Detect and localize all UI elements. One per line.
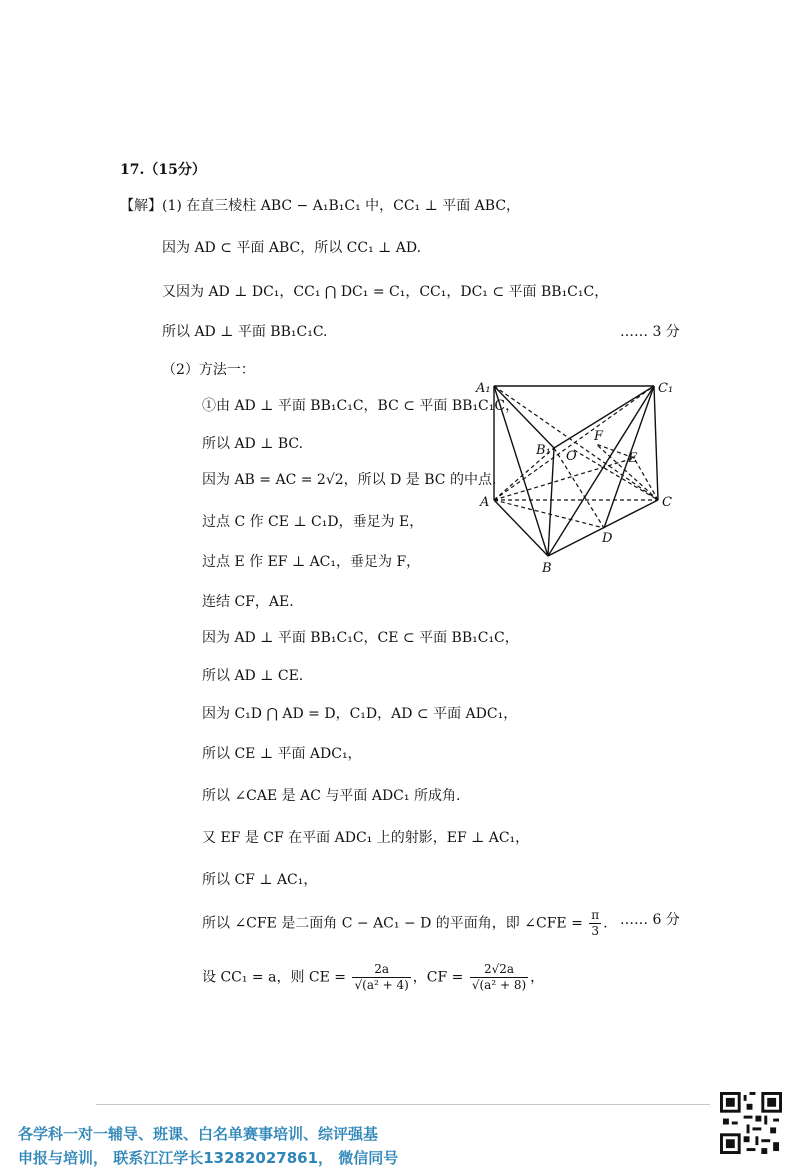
ce-denominator: √(a² + 4) — [354, 978, 409, 992]
qr-code[interactable] — [720, 1092, 782, 1154]
edge-A-B — [494, 500, 548, 556]
angle-tail: . — [603, 915, 608, 932]
method-line-14 — [202, 908, 608, 939]
method-line-6: 连结 CF，AE. — [202, 594, 294, 610]
method-line-9: 因为 C₁D ⋂ AD = D，C₁D，AD ⊂ 平面 ADC₁， — [202, 706, 518, 722]
method-line-1: ①由 AD ⊥ 平面 BB₁C₁C，BC ⊂ 平面 BB₁C₁C， — [202, 398, 520, 414]
method-heading: （2）方法一： — [162, 362, 255, 378]
solution-line-1: 【解】(1) 在直三棱柱 ABC − A₁B₁C₁ 中，CC₁ ⊥ 平面 ABC， — [120, 198, 521, 214]
label-E: E — [628, 451, 638, 466]
label-C1: C₁ — [658, 381, 674, 396]
edge-A1-B1 — [494, 386, 554, 448]
label-C: C — [662, 495, 672, 510]
footer-ad-line-2: 申报与培训， 联系江江学长13282027861， 微信同号 — [18, 1149, 399, 1167]
method-line-10: 所以 CE ⊥ 平面 ADC₁， — [202, 746, 362, 762]
edge-B1-D — [554, 448, 604, 528]
method-line-2: 所以 AD ⊥ BC. — [202, 436, 304, 452]
solution-line-4: 所以 AD ⊥ 平面 BB₁C₁C. — [162, 324, 328, 340]
cf-denominator: √(a² + 8) — [471, 978, 527, 992]
method-line-4: 过点 C 作 CE ⊥ C₁D，垂足为 E， — [202, 514, 424, 530]
footer-divider — [96, 1104, 710, 1105]
cf-label: ，CF = — [412, 969, 464, 986]
score-6: …… 6 分 — [620, 912, 680, 928]
method-line-11: 所以 ∠CAE 是 AC 与平面 ADC₁ 所成角. — [202, 788, 461, 804]
edge-C1-B — [548, 386, 654, 556]
label-A1: A₁ — [476, 381, 491, 396]
edge-B1-B — [548, 448, 554, 556]
method-line-7: 因为 AD ⊥ 平面 BB₁C₁C，CE ⊂ 平面 BB₁C₁C， — [202, 630, 519, 646]
score-3: …… 3 分 — [620, 324, 680, 340]
method-line-3: 因为 AB = AC = 2√2，所以 D 是 BC 的中点. — [202, 472, 497, 488]
last-suffix: ， — [530, 969, 545, 986]
prism-figure — [470, 376, 680, 576]
solution-line-2: 因为 AD ⊂ 平面 ABC，所以 CC₁ ⊥ AD. — [162, 240, 422, 256]
label-B: B — [542, 561, 552, 576]
ce-numerator: 2a — [352, 962, 410, 978]
method-line-12: 又 EF 是 CF 在平面 ADC₁ 上的射影，EF ⊥ AC₁， — [202, 830, 530, 846]
label-F: F — [594, 429, 604, 444]
problem-header: 17.（15分） — [120, 162, 206, 178]
edge-A-E — [494, 458, 634, 500]
footer-ad-line-1: 各学科一对一辅导、班课、白名单赛事培训、综评强基 — [18, 1125, 379, 1143]
ce-prefix: 设 CC₁ = a，则 CE = — [202, 969, 347, 986]
edge-C-E — [634, 458, 658, 500]
edge-A1-B — [494, 386, 548, 556]
dihedral-text: 所以 ∠CFE 是二面角 C − AC₁ − D 的平面角，即 ∠CFE = — [202, 915, 583, 932]
ce-fraction — [352, 962, 410, 993]
label-O: O — [566, 449, 577, 464]
label-D: D — [602, 531, 613, 546]
cf-fraction — [470, 962, 528, 993]
edge-C-F — [596, 444, 658, 500]
angle-fraction — [589, 908, 601, 939]
method-line-13: 所以 CF ⊥ AC₁， — [202, 872, 318, 888]
method-line-8: 所以 AD ⊥ CE. — [202, 668, 304, 684]
cf-numerator: 2√2a — [470, 962, 528, 978]
method-line-5: 过点 E 作 EF ⊥ AC₁，垂足为 F， — [202, 554, 421, 570]
method-line-15 — [202, 962, 544, 993]
edge-A-D — [494, 500, 604, 528]
solution-line-3: 又因为 AD ⊥ DC₁，CC₁ ⋂ DC₁ = C₁，CC₁，DC₁ ⊂ 平面 BB₁C₁C， — [162, 284, 609, 300]
angle-numerator: π — [591, 908, 600, 922]
label-B1: B₁ — [536, 443, 551, 458]
angle-denominator: 3 — [591, 924, 600, 938]
label-A: A — [480, 495, 490, 510]
edge-C1-C — [654, 386, 658, 500]
